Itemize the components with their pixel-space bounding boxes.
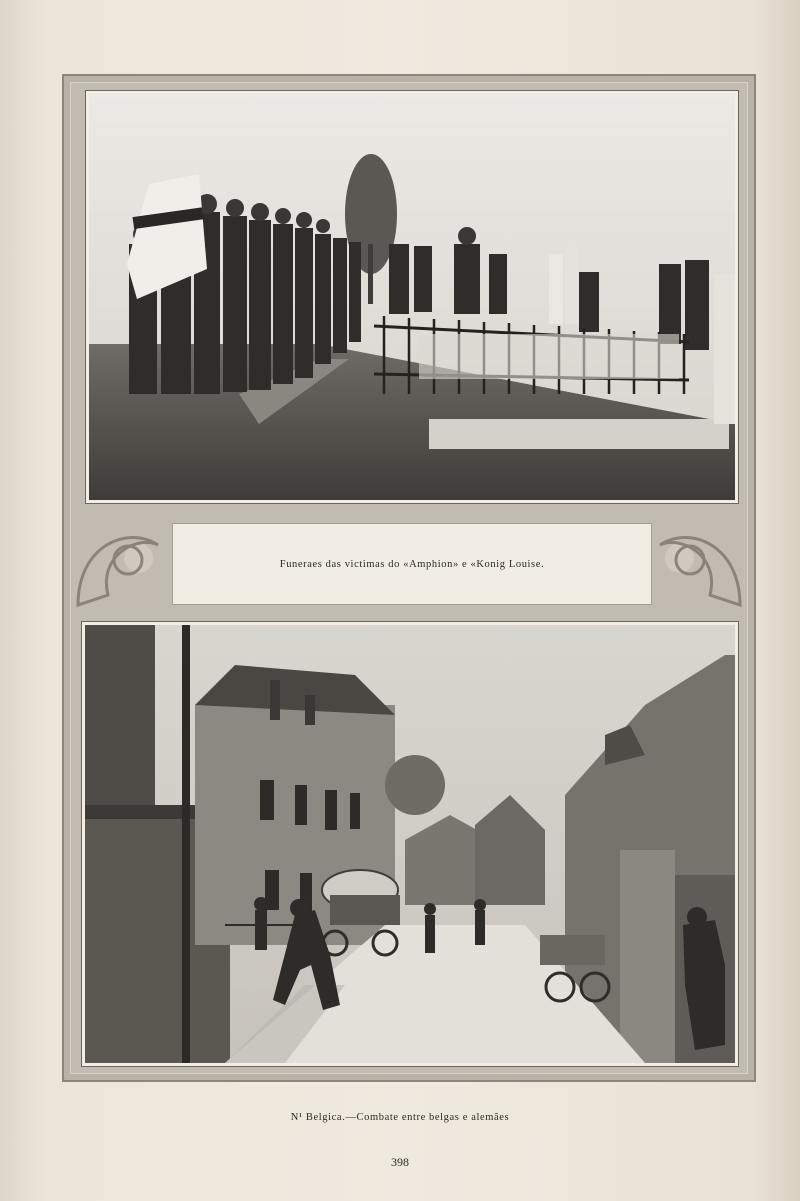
upper-caption-panel — [172, 523, 652, 605]
combat-illustration — [82, 622, 738, 1066]
funeral-photograph — [86, 91, 738, 503]
lower-caption: N¹ Belgica.—Combate entre belgas e alemães — [290, 1112, 510, 1123]
upper-caption: Funeraes das victimas do «Amphion» e «Konig Louise. — [279, 558, 545, 570]
page-number: 398 — [391, 1155, 409, 1169]
left-scroll-ornament — [68, 505, 168, 615]
right-scroll-ornament — [650, 505, 750, 615]
